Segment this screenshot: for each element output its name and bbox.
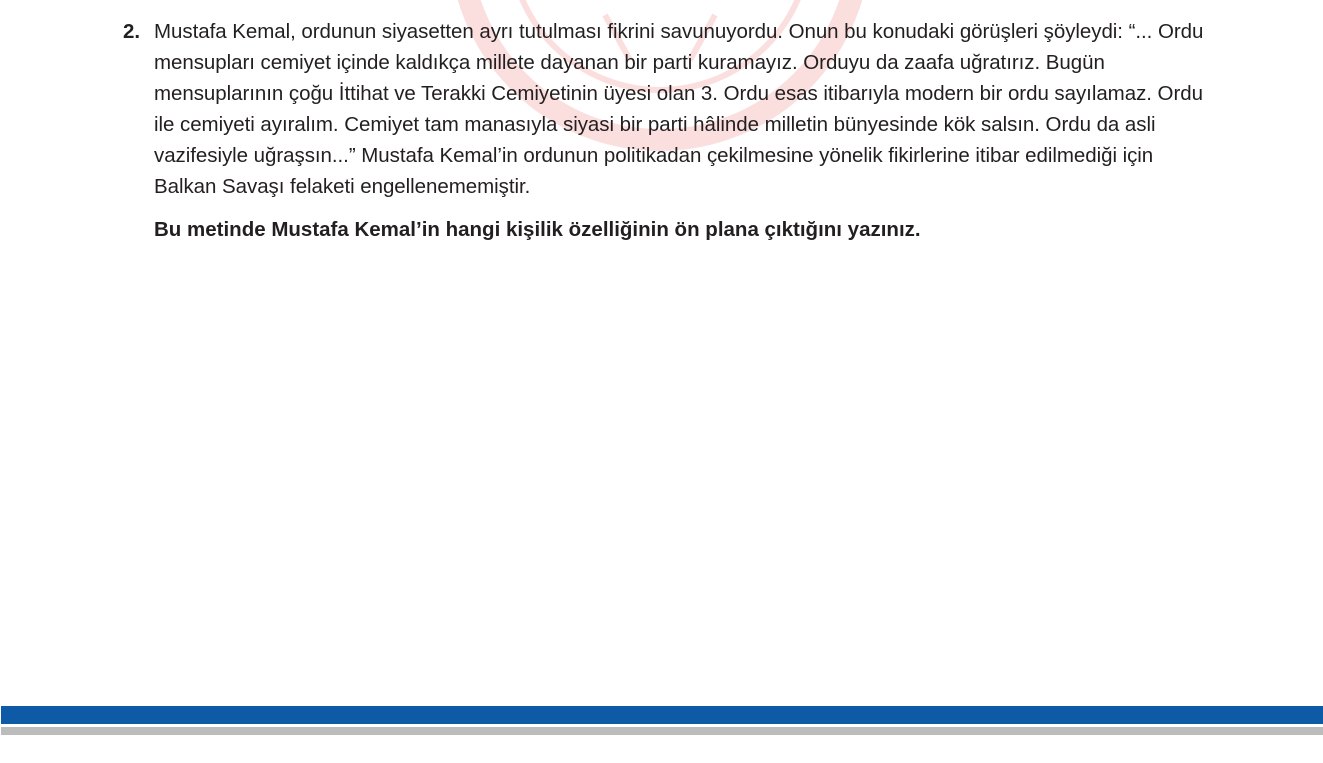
question-prompt: Bu metinde Mustafa Kemal’in hangi kişilik özelliğinin ön plana çıktığını yazınız. (154, 218, 921, 241)
question-paragraph: Mustafa Kemal, ordunun siyasetten ayrı tutulması fikrini savunuyordu. Onun bu konudaki görüşleri şöyleydi: “... Ordu mensupları cemiyet içinde kaldıkça millete dayanan bir parti kuramayız. Orduyu da zaafa uğratırız. Bugün mensuplarının çoğu İttihat ve Terakki Cemiyetinin üyesi olan 3. Ordu esas itibarıyla modern bir ordu sayılamaz. Ordu ile cemiyeti ayıralım. Cemiyet tam manasıyla siyasi bir parti hâlinde milletin bünyesinde kök salsın. Ordu da asli vazifesiyle uğraşsın...” Mustafa Kemal’in ordunun politikadan çekilmesine yönelik fikirlerine itibar edilmediği için Balkan Savaşı felaketi engellenememiştir. (154, 20, 1204, 198)
question-body (154, 16, 1218, 245)
question-number: 2. (123, 20, 141, 43)
footer-gray-stripe (1, 727, 1323, 735)
question-block (123, 16, 1218, 245)
footer-blue-stripe (1, 706, 1323, 724)
